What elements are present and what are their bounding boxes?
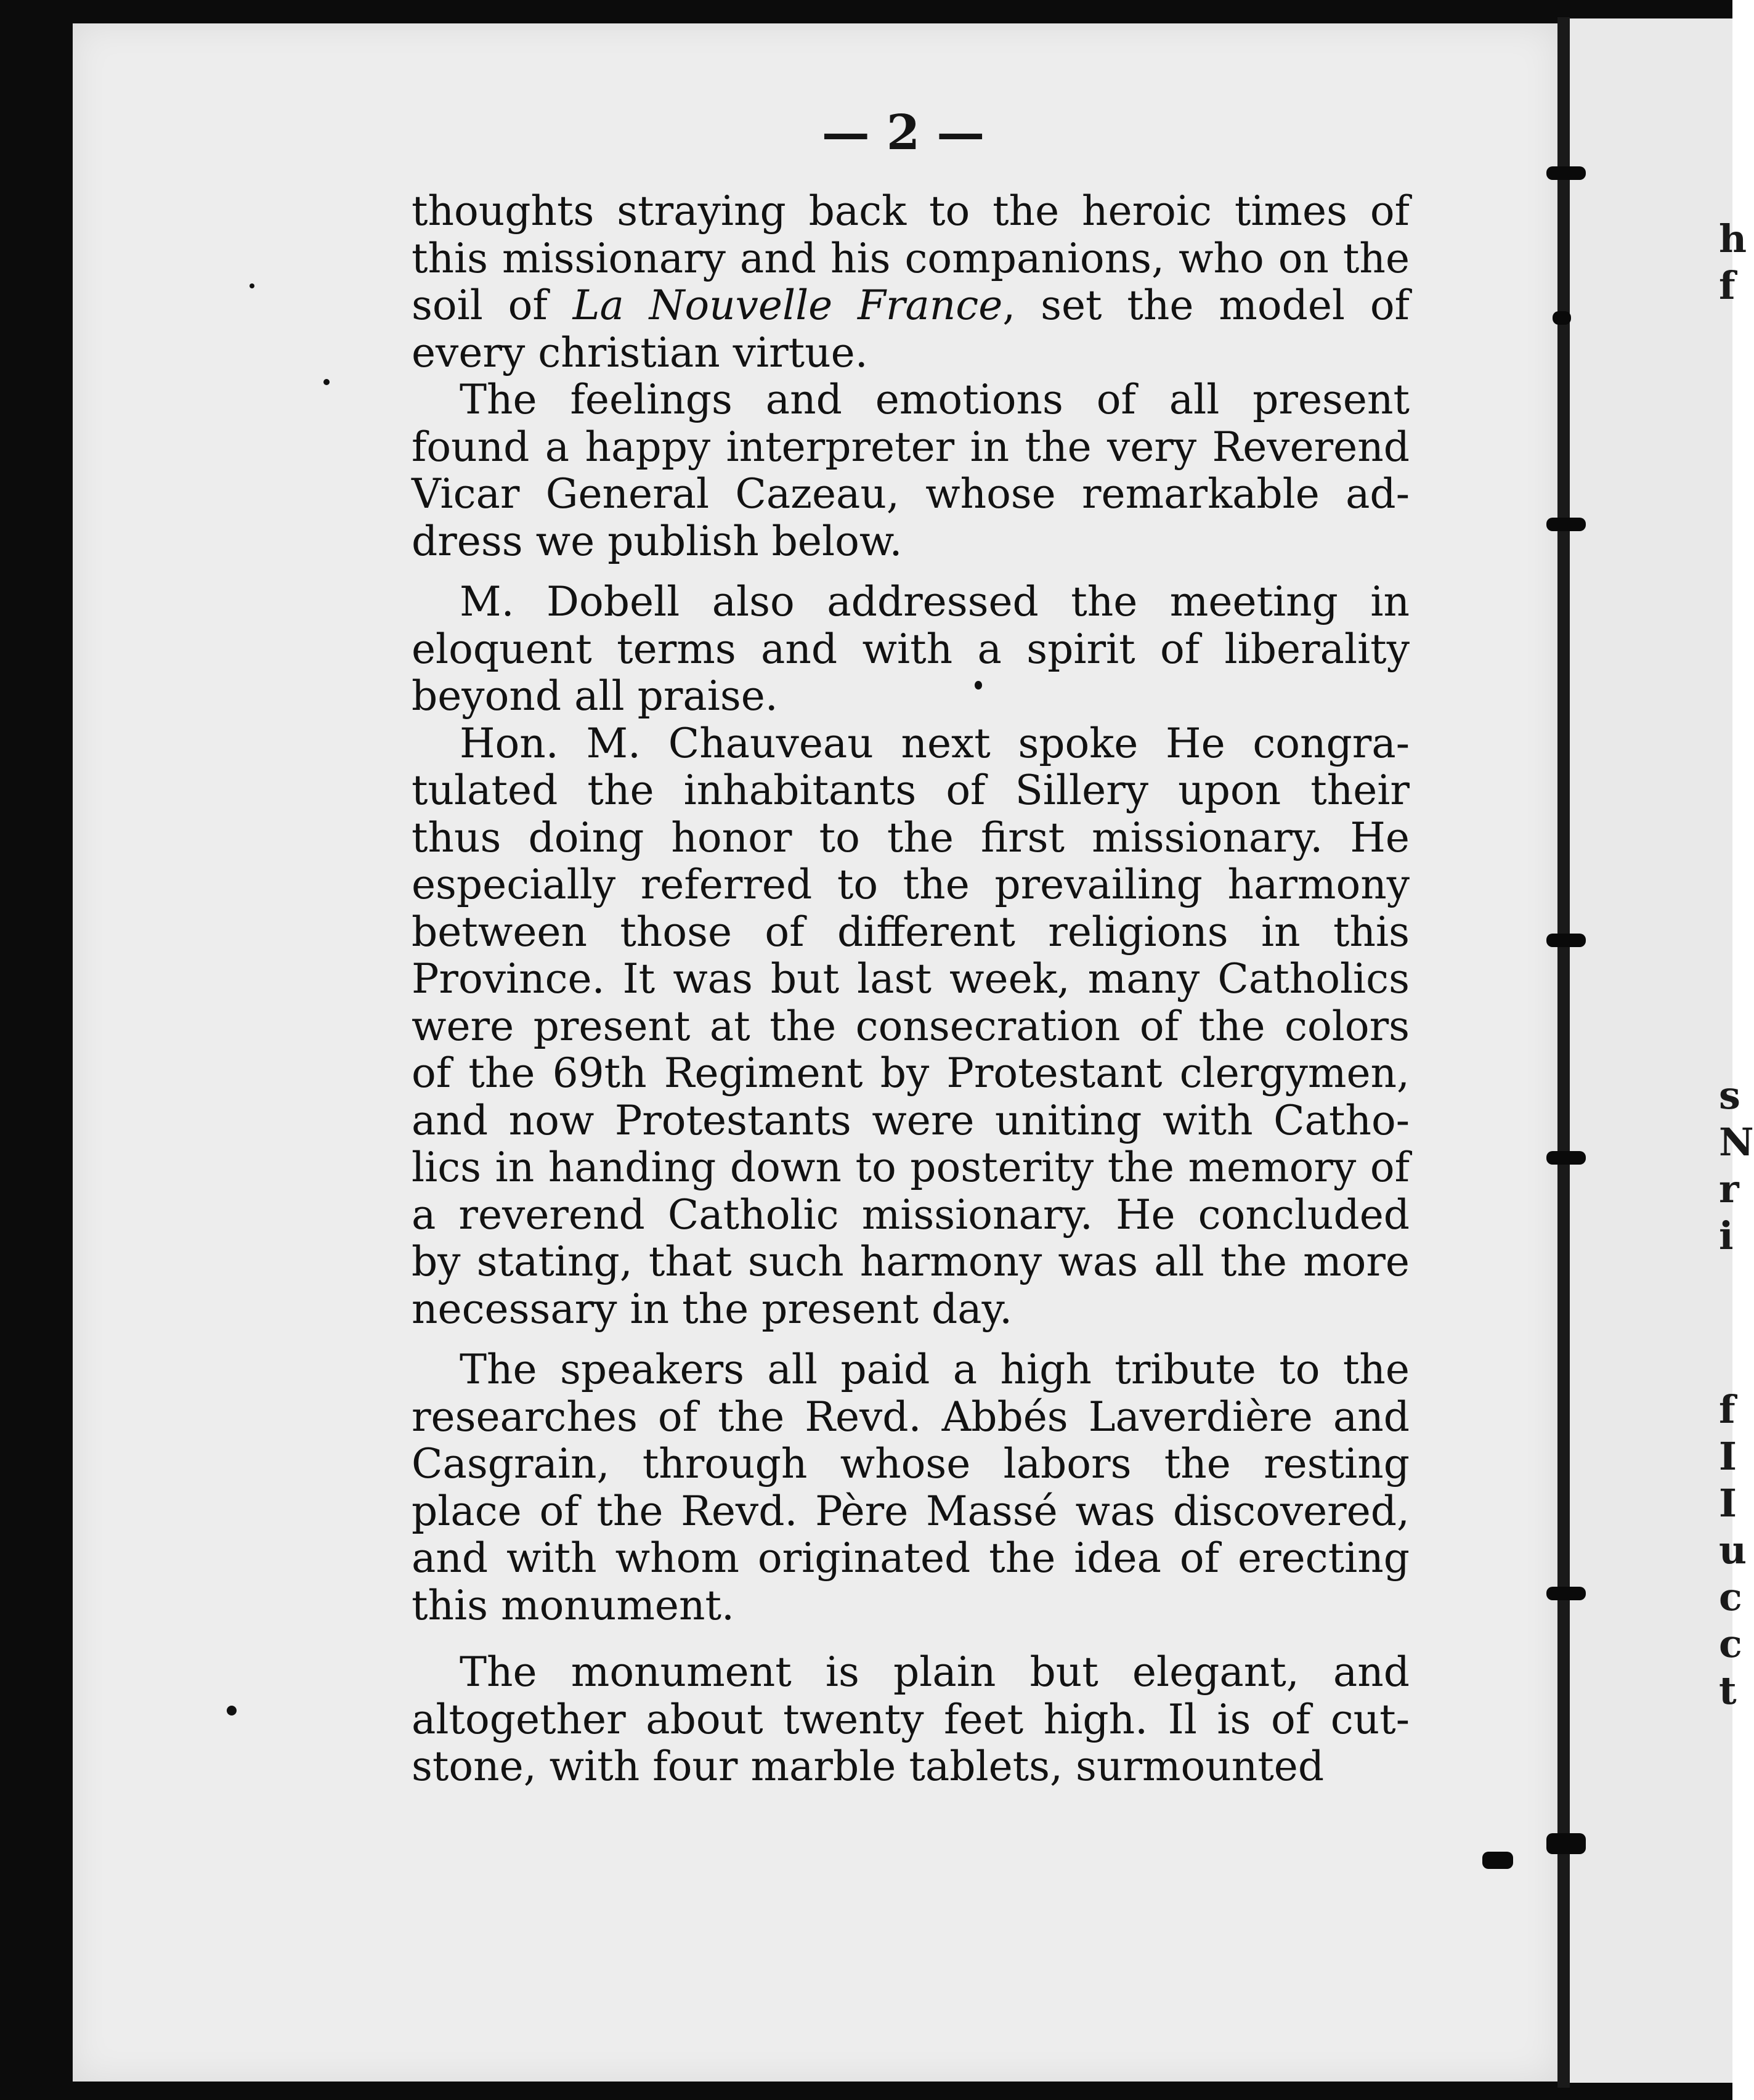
paragraph-text: The speakers all paid a high tribute to the researches of the Revd. Abbés Laverdière and Casgrain, through whose labors the resting place of the Revd. Père Massé was discovered, and with whom originated the idea of erecting this monument. <box>412 1346 1410 1629</box>
ink-speck <box>323 379 330 385</box>
facing-fragment: f <box>1719 1387 1736 1432</box>
binding-stitch <box>1546 1833 1586 1854</box>
facing-page-fragments-bottom <box>1719 1386 1747 1714</box>
facing-fragment: f <box>1719 263 1736 308</box>
paragraph-2 <box>412 376 1410 565</box>
paragraph-1 <box>412 188 1410 376</box>
paragraph-6 <box>412 1649 1410 1791</box>
binding-stitch <box>1546 166 1586 180</box>
facing-page-fragments-middle <box>1719 1072 1754 1260</box>
italic-place-name: La Nouvelle France <box>572 282 1003 329</box>
facing-fragment: u <box>1719 1528 1747 1573</box>
facing-fragment: t <box>1719 1668 1737 1713</box>
facing-fragment: h <box>1719 216 1747 261</box>
binding-stitch <box>1546 1151 1586 1165</box>
book-gutter <box>1557 17 1570 2088</box>
binding-stitch <box>1546 518 1586 531</box>
binding-stitch <box>1546 1587 1586 1600</box>
facing-fragment: c <box>1719 1621 1742 1666</box>
ink-speck <box>250 283 254 288</box>
facing-page <box>1570 18 1732 2083</box>
facing-fragment: c <box>1719 1574 1742 1619</box>
facing-fragment: N <box>1719 1120 1754 1165</box>
binding-stitch <box>1546 934 1586 947</box>
paragraph-text: The monument is plain but elegant, and altogether about twenty feet high. Il is of cutstone, with four marble tablets, surmounted <box>412 1648 1410 1790</box>
paragraph-text: , set the model of every christian virtue. <box>412 282 1410 376</box>
article-body <box>412 188 1410 1791</box>
paragraph-text: M. Dobell also addressed the meeting in eloquent terms and with a spirit of liberality beyond all praise. <box>412 578 1410 720</box>
paragraph-text: Hon. M. Chauveau next spoke He congratulated the inhabitants of Sillery upon their thus doing honor to the first missionary. He especially referred to the prevailing harmony between those of different religions in this Province. It was but last week, many Catholics were present at the consecration of the colors of the 69th Regiment by Protestant clergymen, and now Protestants were uniting with Catholics in handing down to posterity the memory of a reverend Catholic missionary. He concluded by stating, that such harmony was all the more necessary in the present day. <box>412 719 1410 1333</box>
paragraph-5 <box>412 1346 1410 1629</box>
ink-speck <box>227 1706 237 1715</box>
binding-stitch <box>1553 311 1571 325</box>
facing-page-fragments-top <box>1719 216 1747 309</box>
facing-fragment: i <box>1719 1213 1734 1258</box>
facing-fragment: r <box>1719 1166 1739 1211</box>
paragraph-4 <box>412 720 1410 1333</box>
facing-fragment: I <box>1719 1481 1737 1526</box>
paragraph-text: The feelings and emotions of all present found a happy interpreter in the very Reverend Vicar General Cazeau, whose remarkable address we publish below. <box>412 376 1410 565</box>
paragraph-3 <box>412 579 1410 720</box>
facing-fragment: s <box>1719 1073 1740 1118</box>
ink-blot <box>1482 1852 1513 1869</box>
facing-fragment: I <box>1719 1434 1737 1479</box>
paragraph-text: thoughts straying back to the heroic times of this missionary and his companions, who on the soil of <box>412 187 1410 329</box>
page-number: — 2 — <box>821 105 985 161</box>
